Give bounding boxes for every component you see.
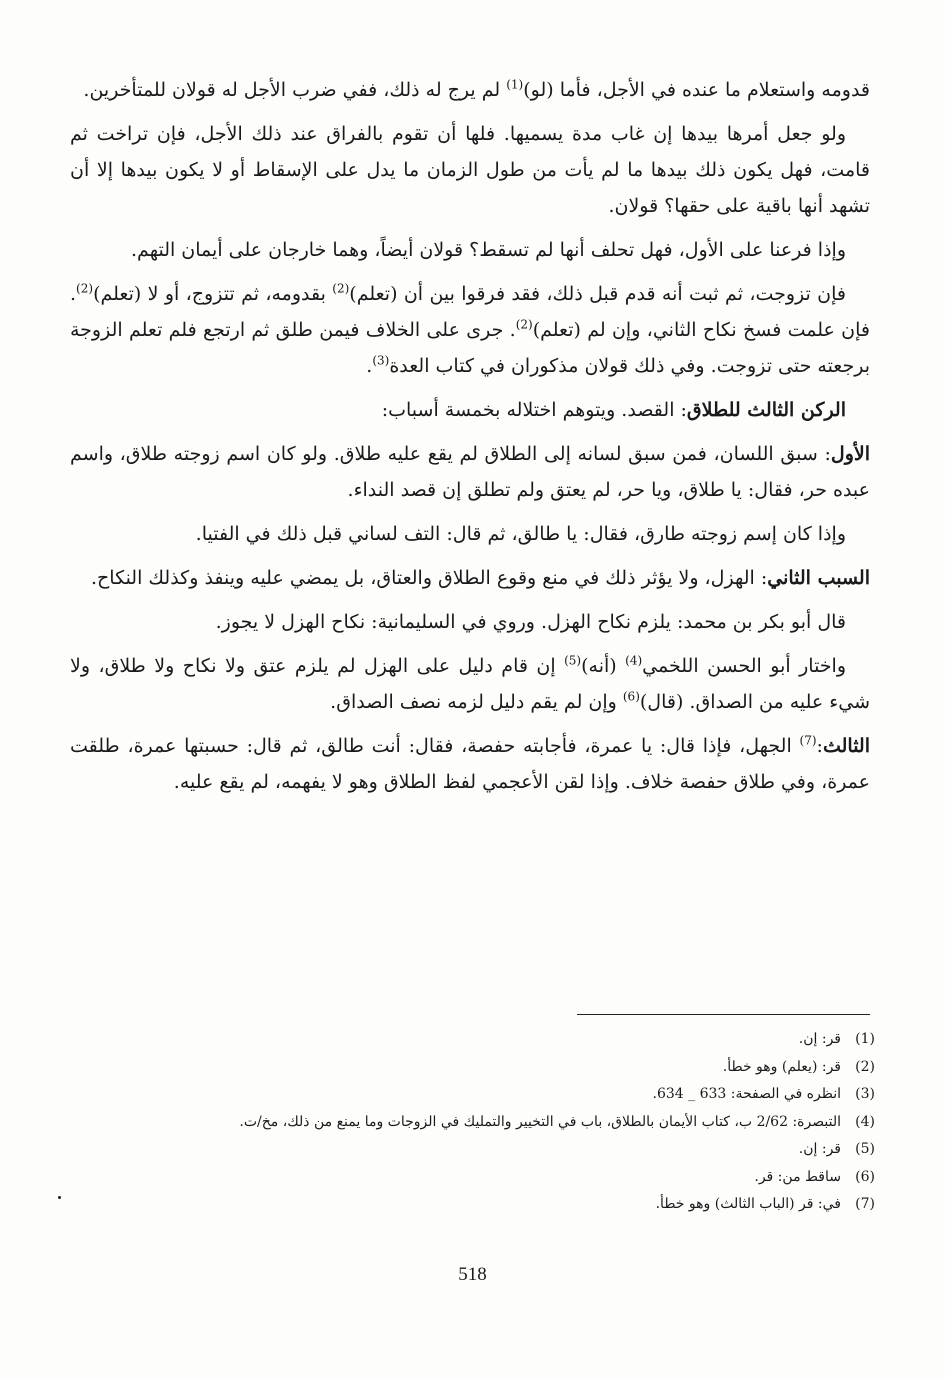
paragraph-text: وإذا فرعنا على الأول، فهل تحلف أنها لم تسقط؟ قولان أيضاً، وهما خارجان على أيمان التهم. <box>131 239 846 261</box>
paragraph-text: واختار أبو الحسن اللخمي <box>642 655 846 677</box>
paragraph-text: فإن تزوجت، ثم ثبت أنه قدم قبل ذلك، فقد فرقوا بين أن (تعلم) <box>349 283 846 305</box>
footnote <box>60 1191 875 1219</box>
section-heading: الركن الثالث للطلاق <box>686 399 846 421</box>
paragraph <box>70 560 870 596</box>
paragraph-text: : <box>816 735 823 757</box>
paragraph-text: لم يرج له ذلك، ففي ضرب الأجل له قولان للمتأخرين. <box>83 79 507 101</box>
footnote-ref: (7) <box>799 733 817 748</box>
paragraph-text: : الهزل، ولا يؤثر ذلك في منع وقوع الطلاق والعتاق، بل يمضي عليه وينفذ وكذلك النكاح. <box>90 567 768 589</box>
footnote-ref: (1) <box>506 77 524 92</box>
footnote <box>60 1054 875 1082</box>
footnote-ref: (2) <box>332 281 350 296</box>
footnote-text: قر: إن. <box>798 1031 841 1047</box>
paragraph-text: : القصد. ويتوهم اختلاله بخمسة أسباب: <box>381 399 687 421</box>
paragraph-text: الجهل، فإذا قال: يا عمرة، فأجابته حفصة، فقال: أنت طالق، ثم قال: حسبتها عمرة، طلقت عمرة، وفي طلاق حفصة خلاف. وإذا لقن الأعجمي لفظ الطلاق وهو لا يفهمه، لم يقع عليه. <box>70 735 870 793</box>
paragraph <box>70 604 870 640</box>
paragraph-text: وإن لم يقم دليل لزمه نصف الصداق. <box>330 691 623 713</box>
paragraph-text: . جرى على الخلاف فيمن طلق ثم ارتجع فلم تعلم الزوجة برجعته حتى تزوجت. وفي ذلك قولان مذكوران في كتاب العدة <box>70 319 870 377</box>
footnote-number: (2) <box>855 1058 875 1075</box>
footnote-ref: (3) <box>372 353 390 368</box>
footnote-ref: (4) <box>625 653 643 668</box>
paragraph-text: (أنه) <box>581 655 626 677</box>
paragraph-text: قال أبو بكر بن محمد: يلزم نكاح الهزل. وروي في السليمانية: نكاح الهزل لا يجوز. <box>215 611 846 633</box>
paragraph <box>70 516 870 552</box>
paragraph-text: . <box>366 355 373 377</box>
paragraph <box>70 392 870 428</box>
footnotes <box>60 1026 875 1219</box>
footnote <box>60 1081 875 1109</box>
footnote-ref: (6) <box>622 689 640 704</box>
page-number: 518 <box>458 1264 487 1285</box>
paragraph-text: بقدومه، ثم تتزوج، أو لا (تعلم) <box>93 283 333 305</box>
footnote-number: (6) <box>855 1168 875 1185</box>
footnote-number: (1) <box>855 1031 875 1047</box>
paragraph <box>70 276 870 384</box>
footnote-number: (7) <box>855 1196 875 1212</box>
paragraph <box>70 72 870 108</box>
footnote-ref: (2) <box>76 281 94 296</box>
footnote-ref: (2) <box>515 317 533 332</box>
paragraph-text: . فإن علمت فسخ نكاح الثاني، وإن لم (تعلم) <box>70 283 870 341</box>
footnote-ref: (5) <box>564 653 582 668</box>
section-heading: الثالث <box>822 735 870 757</box>
footnote <box>60 1026 875 1054</box>
paragraph <box>70 116 870 224</box>
section-heading: الأول <box>830 443 870 465</box>
section-heading: السبب الثاني <box>767 567 870 589</box>
paragraph-text: إن قام دليل على الهزل لم يلزم عتق ولا نكاح ولا طلاق، ولا شيء عليه من الصداق. (قال) <box>70 655 870 713</box>
paragraph-text: وإذا كان إسم زوجته طارق، فقال: يا طالق، ثم قال: التف لساني قبل ذلك في الفتيا. <box>195 523 846 545</box>
footnote-text: ساقط من: قر. <box>754 1168 841 1185</box>
paragraph <box>70 728 870 800</box>
footnote-text: التبصرة: 2/62 ب، كتاب الأيمان بالطلاق، باب في التخيير والتمليك في الزوجات وما يمنع من ذلك، مخ/ت. <box>239 1113 841 1130</box>
footnote <box>60 1136 875 1164</box>
paragraph <box>70 436 870 508</box>
paragraph <box>70 232 870 268</box>
footnote-number: (4) <box>855 1113 875 1130</box>
footnote-text: قر: (يعلم) وهو خطأ. <box>722 1058 841 1075</box>
paragraph-text: ولو جعل أمرها بيدها إن غاب مدة يسميها. فلها أن تقوم بالفراق عند ذلك الأجل، فإن تراخت ثم قامت، فهل يكون ذلك بيدها ما لم يأت من طول الزمان ما يدل على الإسقاط أو لا يكون بيدها إلا أن تشهد أنها باقية على حقها؟ قولان. <box>70 123 870 217</box>
footnote-number: (5) <box>855 1141 875 1157</box>
footnote <box>60 1109 875 1137</box>
main-text <box>70 72 870 808</box>
footnote-text: انظره في الصفحة: 633 _ 634. <box>652 1086 841 1102</box>
footnote <box>60 1164 875 1192</box>
footnote-separator <box>577 1014 870 1015</box>
footnote-number: (3) <box>855 1086 875 1102</box>
paragraph <box>70 648 870 720</box>
footnote-text: قر: إن. <box>798 1141 841 1157</box>
footnote-text: في: قر (الباب الثالث) وهو خطأ. <box>655 1196 841 1212</box>
paragraph-text: قدومه واستعلام ما عنده في الأجل، فأما (لو) <box>523 79 870 101</box>
paragraph-text: : سبق اللسان، فمن سبق لسانه إلى الطلاق لم يقع عليه طلاق. ولو كان اسم زوجته طلاق، واسم عبده حر، فقال: يا طلاق، ويا حر، لم يعتق ولم تطلق إن قصد النداء. <box>70 443 870 501</box>
scan-speck <box>58 1196 61 1199</box>
